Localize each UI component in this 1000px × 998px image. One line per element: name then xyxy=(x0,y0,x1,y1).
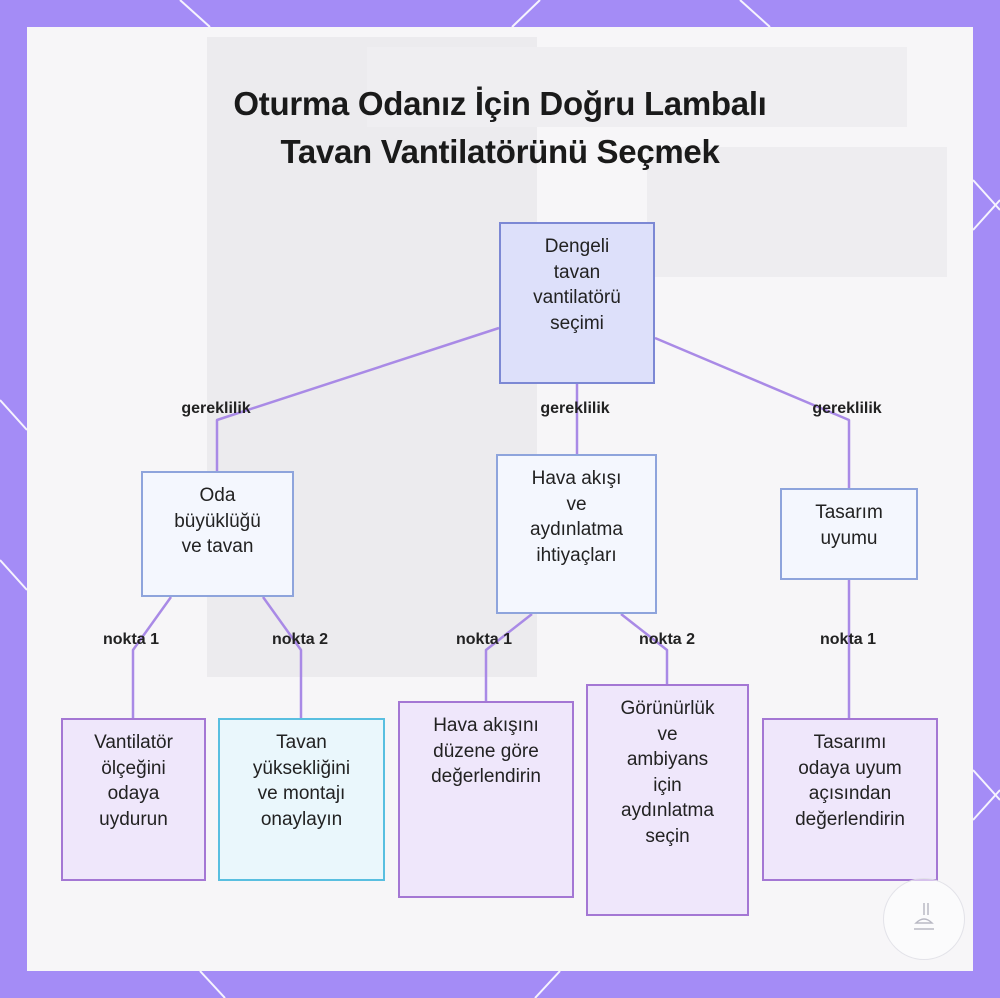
edge-label-point-2: nokta 2 xyxy=(271,631,329,648)
node-text: vantilatörü xyxy=(533,287,621,308)
edge-label-requirement: gereklilik xyxy=(812,400,882,417)
node-text: uydurun xyxy=(99,808,168,830)
node-confirm-ceiling-height xyxy=(218,718,385,881)
edge-label-requirement: gereklilik xyxy=(181,400,251,417)
node-text: Tavan xyxy=(276,732,327,753)
node-text: ambiyans xyxy=(626,749,709,770)
edge-label-point-1: nokta 1 xyxy=(455,631,513,648)
lamp-icon xyxy=(884,879,964,959)
node-text: Hava akışı xyxy=(531,468,622,489)
node-balanced-fan-selection xyxy=(499,222,655,384)
node-text: odaya uyum xyxy=(798,757,902,779)
node-text: Oda xyxy=(199,485,236,506)
node-text: Tasarım xyxy=(815,502,883,523)
node-text: Görünürlük xyxy=(620,698,715,719)
node-text: Vantilatör xyxy=(94,732,173,753)
edge-oda-leaf2 xyxy=(263,597,301,718)
edge-label-point-1: nokta 1 xyxy=(819,631,877,648)
node-text: Tasarımı xyxy=(813,732,887,753)
node-text: değerlendirin xyxy=(431,766,541,787)
node-text: onaylayın xyxy=(260,808,343,830)
node-evaluate-airflow xyxy=(398,701,574,898)
node-design-fit xyxy=(780,488,918,580)
node-text: yüksekliğini xyxy=(252,757,351,779)
node-text: ve tavan xyxy=(181,536,254,557)
node-choose-lighting xyxy=(586,684,749,916)
edge-root-oda xyxy=(217,328,499,471)
node-text: odaya xyxy=(107,783,160,804)
node-text: ve xyxy=(657,723,678,745)
node-airflow-lighting-needs xyxy=(496,454,657,614)
edge-hava-leaf3 xyxy=(486,614,532,701)
edge-oda-leaf1 xyxy=(133,597,171,718)
edge-label-requirement: gereklilik xyxy=(540,400,610,417)
node-evaluate-design-fit xyxy=(762,718,938,881)
node-text: ihtiyaçları xyxy=(536,544,617,566)
node-text: ve xyxy=(566,493,587,515)
node-text: için xyxy=(653,774,682,796)
node-text: seçimi xyxy=(550,312,604,334)
node-text: seçin xyxy=(645,825,690,847)
node-text: uyumu xyxy=(820,527,878,549)
node-text: düzene göre xyxy=(433,740,539,762)
node-text: ve montajı xyxy=(257,783,346,804)
watermark-logo xyxy=(883,878,965,960)
node-text: değerlendirin xyxy=(795,808,905,830)
node-text: büyüklüğü xyxy=(174,510,261,532)
title-line-1: Oturma Odanız İçin Doğru Lambalı xyxy=(233,85,767,122)
node-text: aydınlatma xyxy=(621,800,714,821)
node-text: açısından xyxy=(808,783,892,804)
node-text: tavan xyxy=(553,261,601,283)
edge-hava-leaf4 xyxy=(621,614,667,684)
node-text: aydınlatma xyxy=(530,519,623,540)
edge-label-point-1: nokta 1 xyxy=(102,631,160,648)
node-text: Hava akışını xyxy=(433,715,539,736)
edge-label-point-2: nokta 2 xyxy=(638,631,696,648)
node-text: ölçeğini xyxy=(101,757,166,779)
node-room-size-ceiling xyxy=(141,471,294,597)
node-fit-fan-scale xyxy=(61,718,206,881)
node-text: Dengeli xyxy=(544,236,610,257)
title-line-2: Tavan Vantilatörünü Seçmek xyxy=(280,133,720,170)
